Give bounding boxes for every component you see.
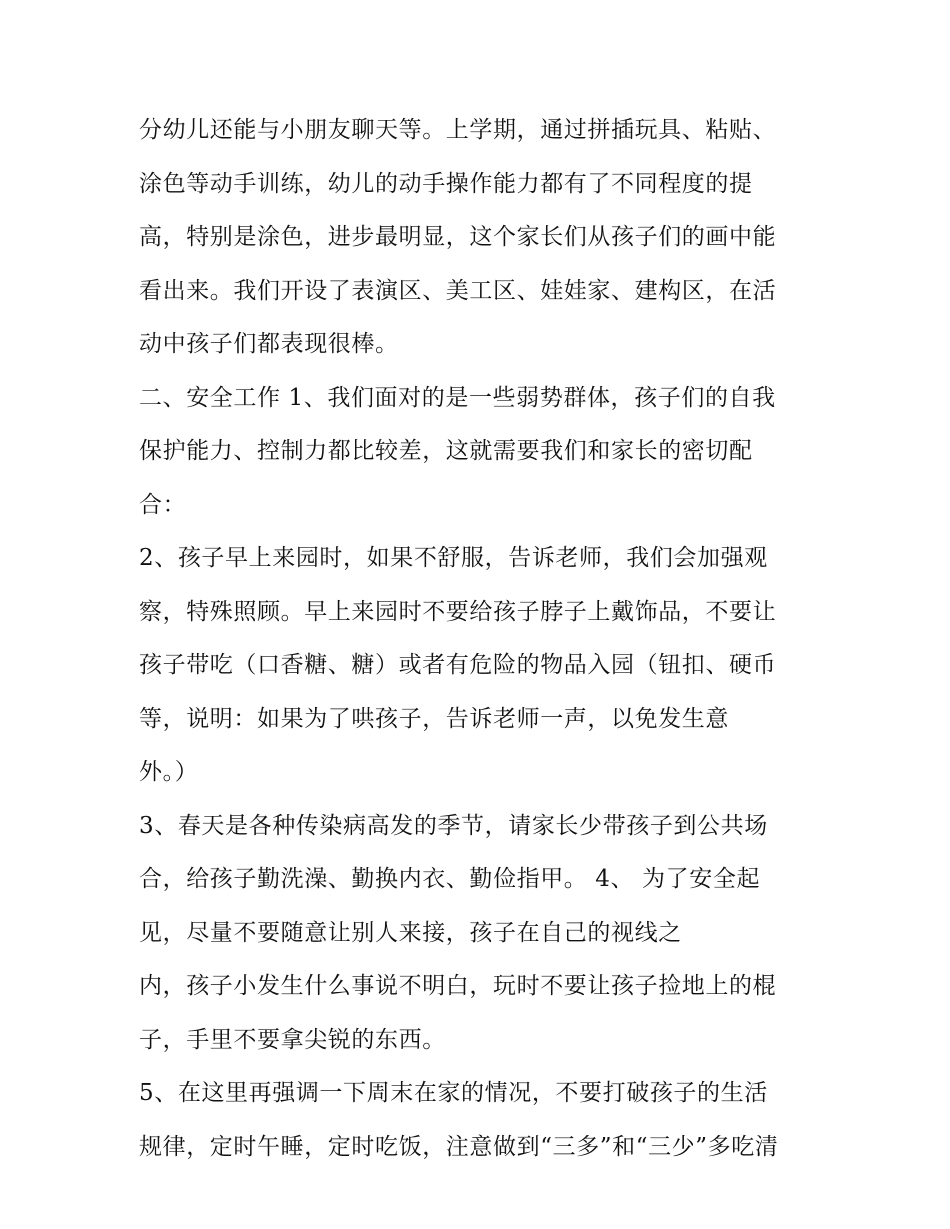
text-line: 合，给孩子勤洗澡、勤换内衣、勤俭指甲。 4、 为了安全起	[139, 866, 761, 892]
text-line: 分幼儿还能与小朋友聊天等。上学期，通过拼插玩具、粘贴、	[139, 117, 777, 143]
text-line: 见，尽量不要随意让别人来接，孩子在自己的视线之	[139, 919, 682, 946]
document-body	[139, 104, 819, 1174]
text-line: 保护能力、控制力都比较差，这就需要我们和家长的密切配	[139, 438, 753, 464]
text-line: 孩子带吃（口香糖、糖）或者有危险的物品入园（钮扣、硬币	[139, 652, 777, 678]
text-line: 察，特殊照顾。早上来园时不要给孩子脖子上戴饰品，不要让	[139, 598, 777, 625]
text-line: 5、在这里再强调一下周末在家的情况，不要打破孩子的生活	[139, 1080, 768, 1106]
text-line: 3、春天是各种传染病高发的季节，请家长少带孩子到公共场	[139, 812, 768, 839]
text-line: 高，特别是涂色，进步最明显，这个家长们从孩子们的画中能	[139, 224, 777, 250]
text-line: 内，孩子小发生什么事说不明白，玩时不要让孩子捡地上的棍	[139, 973, 777, 999]
text-line: 涂色等动手训练，幼儿的动手操作能力都有了不同程度的提	[139, 170, 753, 197]
text-line: 2、孩子早上来园时，如果不舒服，告诉老师，我们会加强观	[139, 545, 768, 571]
text-line: 合：	[139, 491, 187, 518]
text-line: 规律，定时午睡，定时吃饭，注意做到“三多”和“三少”多吃清	[139, 1133, 779, 1160]
section-heading-line: 二、安全工作 1、我们面对的是一些弱势群体，孩子们的自我	[139, 384, 776, 411]
text-line: 动中孩子们都表现很棒。	[139, 331, 399, 357]
text-line: 外。）	[139, 759, 199, 785]
text-line: 等，说明：如果为了哄孩子，告诉老师一声，以免发生意	[139, 705, 729, 732]
text-line: 子，手里不要拿尖锐的东西。	[139, 1026, 446, 1053]
text-line: 看出来。我们开设了表演区、美工区、娃娃家、建构区，在活	[139, 277, 777, 304]
